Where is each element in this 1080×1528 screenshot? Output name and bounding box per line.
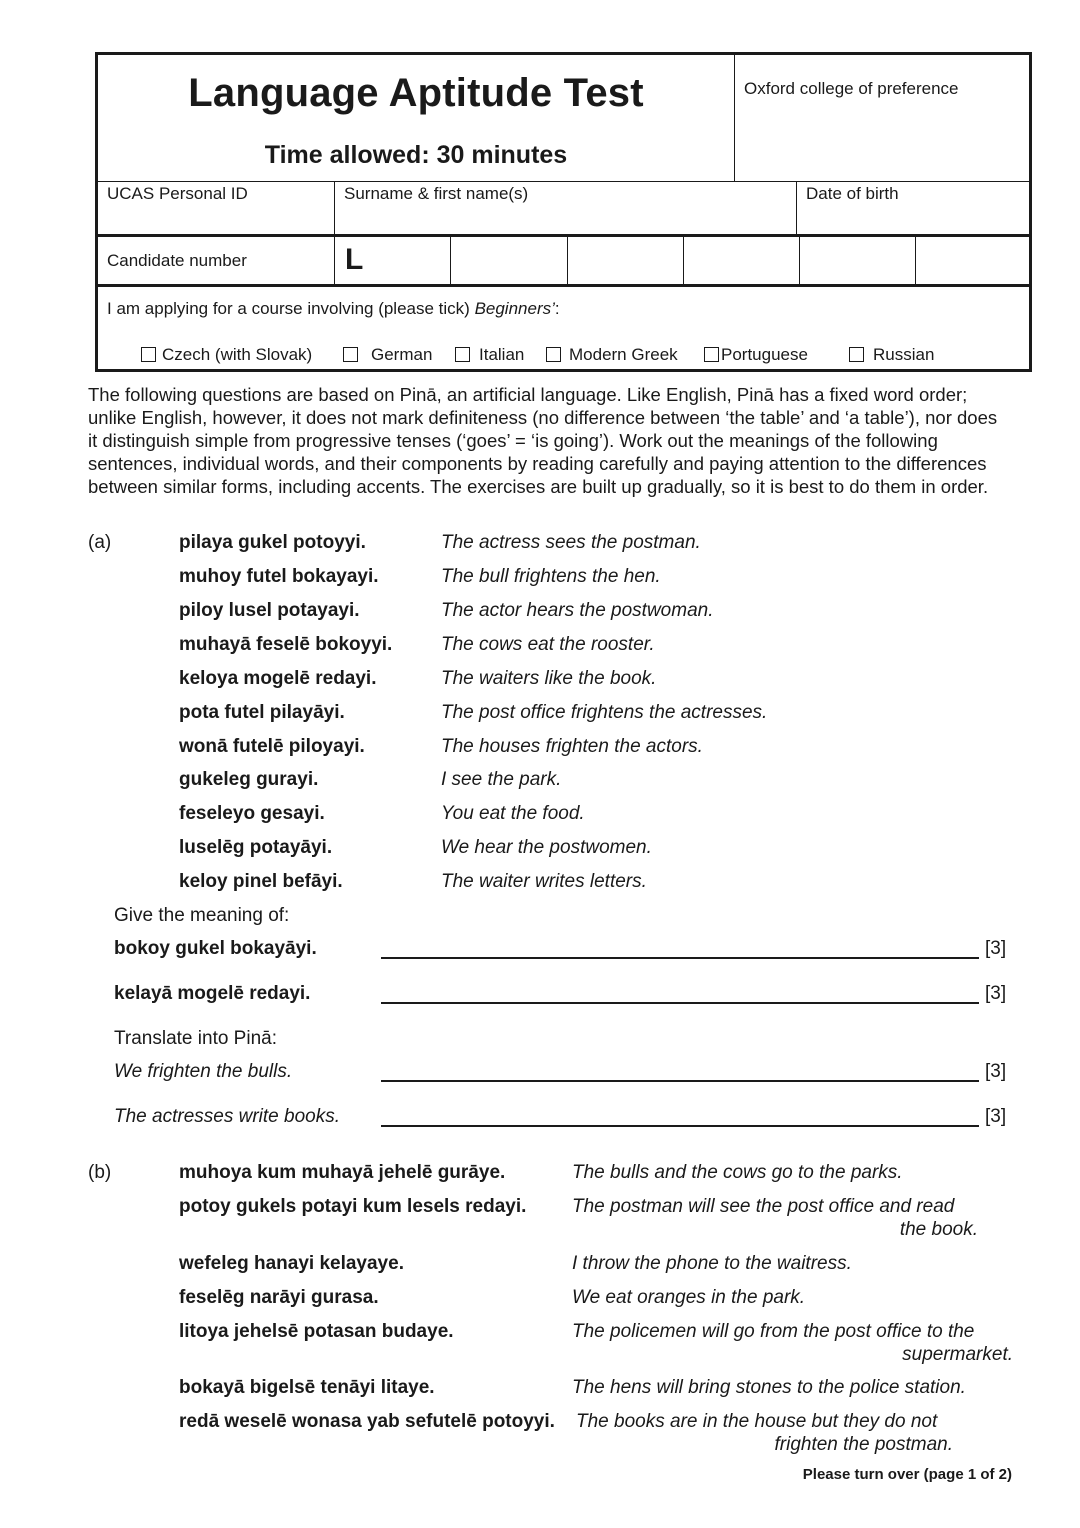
candidate-digit-box[interactable] [684, 237, 800, 286]
pina-sentence: muhayā feselē bokoyyi. [179, 634, 393, 655]
candidate-digit-box[interactable] [800, 237, 916, 286]
pina-sentence: pilaya gukel potoyyi. [179, 532, 366, 553]
question-text: The actresses write books. [114, 1106, 340, 1127]
marks-label: [3] [985, 983, 1007, 1004]
english-translation: The houses frighten the actors. [441, 736, 703, 757]
candidate-number-row [98, 234, 1029, 286]
beginners-label: Beginners’ [474, 299, 555, 318]
marks-label: [3] [985, 938, 1007, 959]
college-preference-field[interactable] [735, 55, 1029, 181]
english-translation-continued: the book. [899, 1219, 978, 1240]
name-label: Surname & first name(s) [344, 184, 529, 203]
english-translation-continued: supermarket. [902, 1344, 1013, 1365]
pina-sentence: luselēg potayāyi. [179, 837, 333, 858]
question-text: We frighten the bulls. [114, 1061, 293, 1082]
english-translation: I see the park. [441, 769, 562, 790]
course-option-portuguese[interactable]: Portuguese [704, 345, 808, 365]
dob-label: Date of birth [806, 184, 899, 203]
english-translation: The actor hears the postwoman. [441, 600, 714, 621]
section-a-label: (a) [88, 532, 112, 553]
english-translation: The bull frightens the hen. [441, 566, 661, 587]
pina-sentence: gukeleg gurayi. [179, 769, 319, 790]
english-translation: The post office frightens the actresses. [441, 702, 768, 723]
section-b-label: (b) [88, 1162, 112, 1183]
pina-sentence: keloya mogelē redayi. [179, 668, 377, 689]
course-option-modern-greek[interactable]: Modern Greek [546, 345, 678, 365]
candidate-digit-box[interactable] [451, 237, 567, 286]
candidate-prefix: L [345, 243, 364, 276]
pina-sentence: bokayā bigelsē tenāyi litaye. [179, 1377, 435, 1398]
candidate-digit-box[interactable] [568, 237, 684, 286]
english-translation: The actress sees the postman. [441, 532, 701, 553]
candidate-details-form [95, 52, 1032, 372]
pina-sentence: piloy lusel potayayi. [179, 600, 360, 621]
checkbox-modern-greek[interactable] [546, 347, 561, 362]
course-option-russian[interactable]: Russian [849, 345, 934, 365]
answer-line[interactable] [381, 1125, 979, 1127]
pina-sentence: keloy pinel befāyi. [179, 871, 343, 892]
course-selection-row [98, 284, 1029, 369]
pina-sentence: feseleyo gesayi. [179, 803, 325, 824]
pina-sentence: wefeleg hanayi kelayaye. [179, 1253, 404, 1274]
translate-prompt: Translate into Pinā: [114, 1028, 277, 1049]
college-label: Oxford college of preference [744, 79, 959, 98]
personal-details-row [98, 181, 1029, 235]
checkbox-german[interactable] [343, 347, 358, 362]
candidate-digit-box[interactable] [335, 237, 451, 286]
english-translation: We hear the postwomen. [441, 837, 652, 858]
english-translation: I throw the phone to the waitress. [572, 1253, 852, 1274]
marks-label: [3] [985, 1061, 1007, 1082]
english-translation: The books are in the house but they do not [576, 1411, 938, 1432]
english-translation: The waiters like the book. [441, 668, 657, 689]
checkbox-czech[interactable] [141, 347, 156, 362]
checkbox-portuguese[interactable] [704, 347, 719, 362]
pina-sentence: litoya jehelsē potasan budaye. [179, 1321, 454, 1342]
page-footer: Please turn over (page 1 of 2) [802, 1466, 1012, 1483]
question-text: bokoy gukel bokayāyi. [114, 938, 317, 959]
ucas-label: UCAS Personal ID [107, 184, 248, 203]
pina-sentence: pota futel pilayāyi. [179, 702, 345, 723]
answer-line[interactable] [381, 1080, 979, 1082]
english-translation: The bulls and the cows go to the parks. [572, 1162, 903, 1183]
pina-sentence: muhoy futel bokayayi. [179, 566, 379, 587]
checkbox-russian[interactable] [849, 347, 864, 362]
page-title: Language Aptitude Test [188, 71, 644, 115]
candidate-label: Candidate number [107, 251, 247, 270]
meaning-prompt: Give the meaning of: [114, 905, 290, 926]
english-translation-continued: frighten the postman. [774, 1434, 953, 1455]
course-option-italian[interactable]: Italian [455, 345, 524, 365]
english-translation: The hens will bring stones to the police station. [572, 1377, 966, 1398]
question-text: kelayā mogelē redayi. [114, 983, 311, 1004]
pina-sentence: feselēg narāyi gurasa. [179, 1287, 379, 1308]
answer-line[interactable] [381, 1002, 979, 1004]
pina-sentence: redā weselē wonasa yab sefutelē potoyyi. [179, 1411, 555, 1432]
english-translation: The postman will see the post office and read [572, 1196, 955, 1217]
english-translation: We eat oranges in the park. [572, 1287, 806, 1308]
english-translation: The cows eat the rooster. [441, 634, 655, 655]
ucas-id-field[interactable] [98, 182, 335, 235]
pina-sentence: potoy gukels potayi kum lesels redayi. [179, 1196, 527, 1217]
pina-sentence: wonā futelē piloyayi. [179, 736, 365, 757]
checkbox-italian[interactable] [455, 347, 470, 362]
course-option-czech[interactable]: Czech (with Slovak) [141, 345, 312, 365]
answer-line[interactable] [381, 957, 979, 959]
candidate-number-cell [98, 237, 335, 286]
intro-paragraph: The following questions are based on Pinā, an artificial language. Like English, Pinā has a fixed word order; unlike English, however, it does not mark definiteness (no difference between ‘the table’ and ‘a table’), nor does it distinguish simple from progressive tenses (‘goes’ = ‘is going’). Work out the meanings of the following sentences, individual words, and their components by reading carefully and paying attention to the differences between similar forms, including accents. The exercises are built up gradually, so it is best to do them in order. [88, 384, 998, 497]
marks-label: [3] [985, 1106, 1007, 1127]
title-cell [98, 55, 735, 181]
course-option-german[interactable]: German [343, 345, 432, 365]
candidate-digit-box[interactable] [917, 237, 1033, 286]
name-field[interactable] [335, 182, 797, 235]
pina-sentence: muhoya kum muhayā jehelē gurāye. [179, 1162, 506, 1183]
english-translation: You eat the food. [441, 803, 585, 824]
date-of-birth-field[interactable] [797, 182, 1029, 235]
course-selection-prompt: I am applying for a course involving (please tick) Beginners’: [107, 299, 560, 318]
time-allowed: Time allowed: 30 minutes [264, 141, 568, 169]
english-translation: The policemen will go from the post office to the [572, 1321, 975, 1342]
english-translation: The waiter writes letters. [441, 871, 647, 892]
